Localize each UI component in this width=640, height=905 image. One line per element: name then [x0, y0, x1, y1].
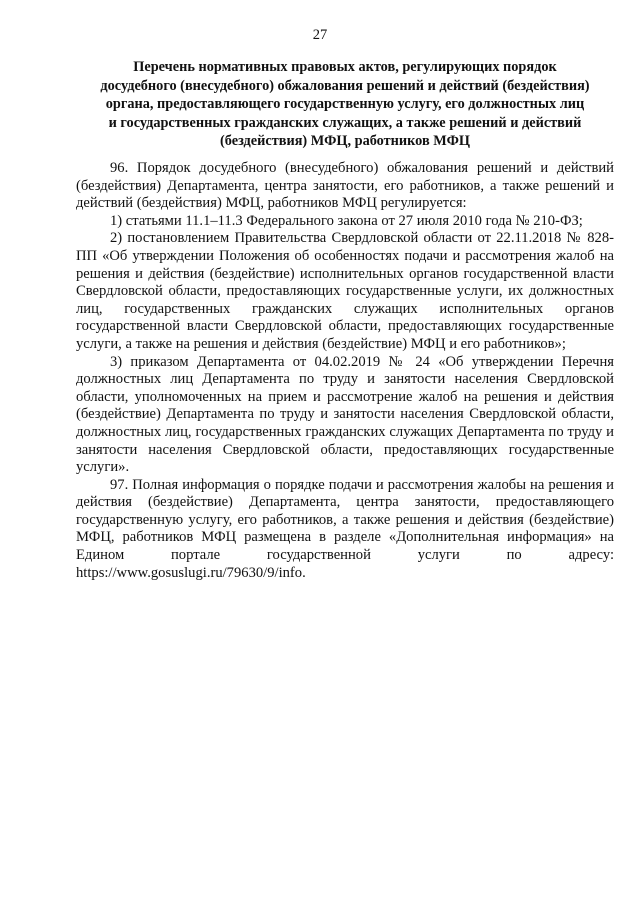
- body-text: [76, 160, 614, 582]
- list-item-department-order: 3) приказом Департамента от 04.02.2019 № 24 «Об утверждении Перечня должностных лиц Департамента по труду и занятости населения Свердловской области, уполномоченных на прием и рассмотрение жалоб на решения и действия (бездействие) Департамента по труду и занятости населения Свердловской области, должностных лиц, государственных гражданских служащих Департамента по труду и занятости населения Свердловской области, предоставляющих государственные услуги».: [76, 353, 614, 476]
- heading-line: (бездействия) МФЦ, работников МФЦ: [220, 133, 470, 150]
- list-item-government-resolution: 2) постановлением Правительства Свердловской области от 22.11.2018 № 828-ПП «Об утверждении Положения об особенностях подачи и рассмотрения жалоб на решения и действия (бездействие) исполнительных органов государственной власти Свердловской области, предоставляющих государственные услуги, их должностных лиц, государственных гражданских служащих исполнительных органов государственной власти Свердловской области, предоставляющих государственные услуги, а также на решения и действия (бездействие) МФЦ и его работников»;: [76, 230, 614, 352]
- paragraph-96: 96. Порядок досудебного (внесудебного) обжалования решений и действий (бездействия) Департамента, центра занятости, его работников, а также решений и действий (бездействия) МФЦ, работников МФЦ регулируется:: [76, 160, 614, 212]
- heading-line: досудебного (внесудебного) обжалования решений и действий (бездействия): [100, 77, 590, 94]
- heading-line: органа, предоставляющего государственную услугу, его должностных лиц: [105, 96, 585, 113]
- paragraph-97: 97. Полная информация о порядке подачи и рассмотрения жалобы на решения и действия (бездействие) Департамента, центра занятости, предоставляющего государственную услугу, его работников, а также решения и действия (бездействие) МФЦ, работников МФЦ размещена в разделе «Дополнительная информация» на Едином портале государственной услуги по адресу: https://www.gosuslugi.ru/79630/9/info.: [76, 476, 614, 581]
- page-number: 27: [312, 27, 328, 43]
- heading-line: и государственных гражданских служащих, а также решений и действий: [108, 114, 582, 131]
- list-item-federal-law: 1) статьями 11.1–11.3 Федерального закона от 27 июля 2010 года № 210-ФЗ;: [110, 212, 583, 229]
- heading-line: Перечень нормативных правовых актов, регулирующих порядок: [133, 59, 557, 75]
- section-heading: [76, 58, 614, 151]
